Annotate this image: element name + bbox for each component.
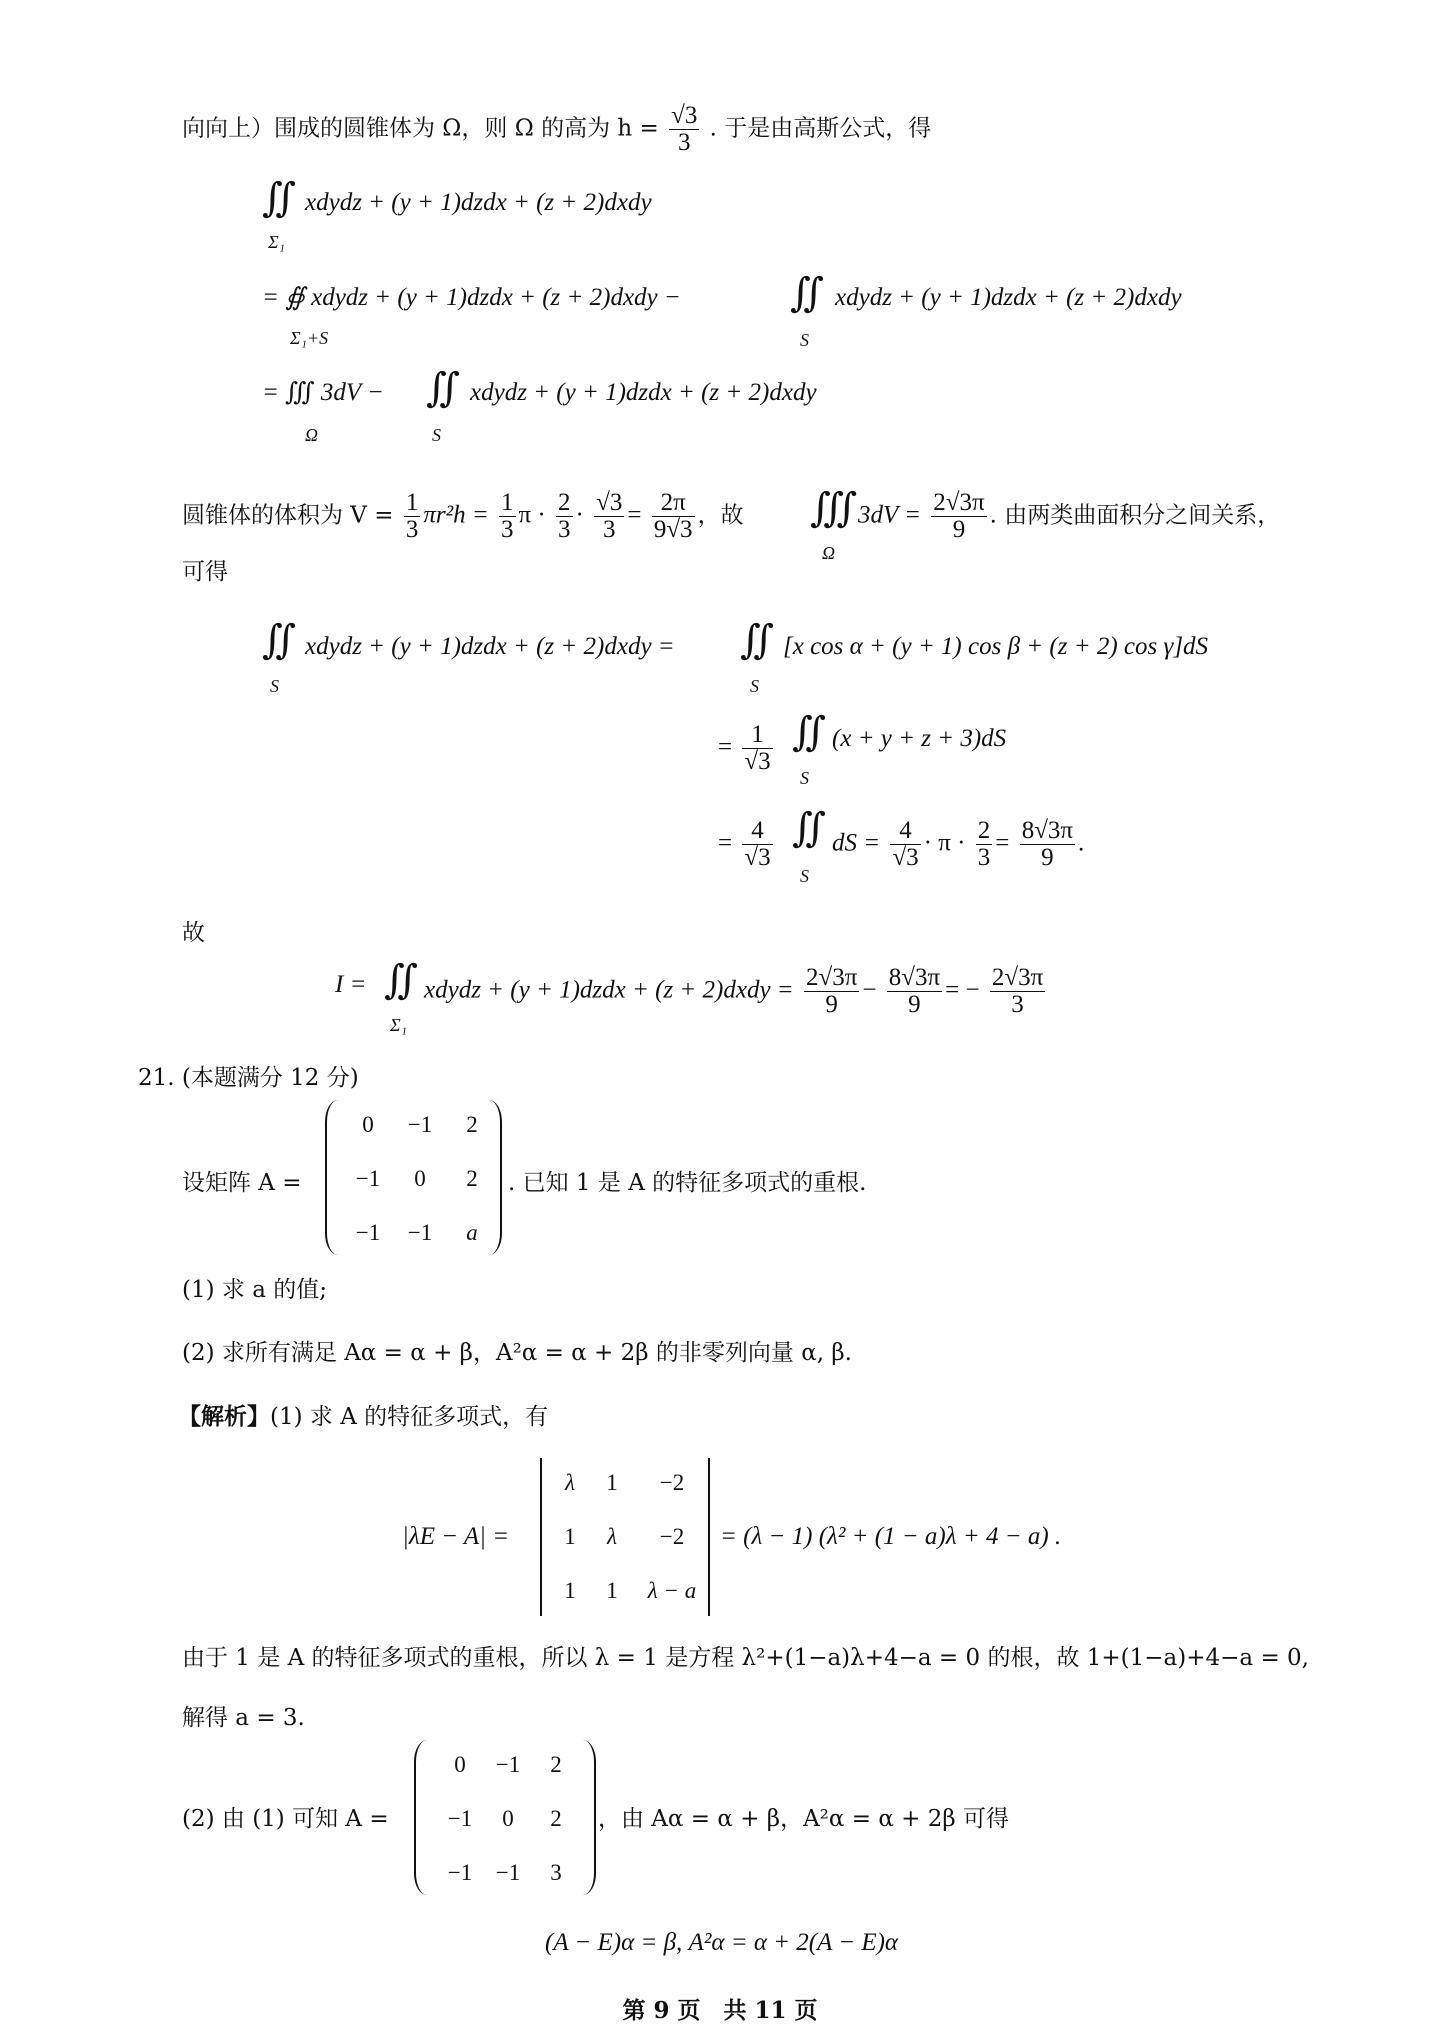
s3-line: = $\frac{4}{√3}$ [718, 817, 771, 871]
frac-num: √3 [596, 489, 623, 516]
det-lhs: |λE − A| = [402, 1523, 510, 1550]
s2-integrand: (x + y + z + 3)dS [832, 725, 1007, 752]
frac [890, 818, 920, 871]
intro-text: 向向上）围成的圆锥体为 Ω，则 Ω 的高为 h = [182, 115, 659, 142]
frac-den: 3 [501, 516, 514, 543]
frac-den: √3 [892, 844, 919, 871]
integral-sub: S [270, 676, 279, 696]
matrix-cell: −1 [355, 1166, 381, 1191]
integral-sub: Σ₁ [390, 1015, 407, 1035]
frac-num: 2√3π [991, 964, 1044, 991]
eq1-integrand: xdydz + (y + 1)dzdx + (z + 2)dxdy [305, 189, 652, 216]
frac [594, 490, 624, 543]
frac-num: 4 [742, 818, 772, 845]
frac [742, 722, 772, 775]
frac-sqrt3-over-3 [669, 103, 699, 156]
eq2-part2: xdydz + (y + 1)dzdx + (z + 2)dxdy [835, 284, 1182, 311]
frac-num: 8√3π [1021, 817, 1074, 844]
double-integral: ∬ [384, 957, 419, 1003]
frac [556, 490, 573, 543]
q21-part2: (2) 求所有满足 Aα = α + β，A²α = α + 2β 的非零列向量 α, β. [182, 1340, 852, 1366]
matrix-cell: −2 [659, 1470, 685, 1495]
volume-line-tail [858, 490, 1280, 543]
det-bar-right [708, 1458, 710, 1616]
frac-num: 4 [890, 818, 920, 845]
s2-line: = $\frac{1}{√3}$ [718, 721, 771, 775]
frac-den: √3 [744, 844, 771, 871]
frac [1020, 818, 1075, 871]
frac [990, 965, 1045, 1018]
matrix-cell: 2 [550, 1806, 562, 1831]
det-rhs: = (λ − 1) (λ² + (1 − a)λ + 4 − a) . [720, 1523, 1062, 1550]
q21-matrix-pre: 设矩阵 A = [182, 1170, 302, 1196]
frac [652, 490, 695, 543]
p2-post: ，由 Aα = α + β，A²α = α + 2β 可得 [598, 1806, 1009, 1832]
matrix-cell: −1 [447, 1806, 473, 1831]
eq3-part2: xdydz + (y + 1)dzdx + (z + 2)dxdy [470, 379, 817, 406]
double-integral: ∬ [790, 270, 825, 316]
s1-left: xdydz + (y + 1)dzdx + (z + 2)dxdy = [305, 633, 675, 660]
intro-line [182, 103, 931, 156]
triple-integral: ∭ [810, 485, 858, 531]
matrix-cell: −1 [407, 1220, 433, 1245]
matrix-cell: λ − a [647, 1578, 697, 1603]
frac-den: 9 [1041, 844, 1054, 871]
volume-text: 圆锥体的体积为 V = [182, 502, 394, 529]
intro-text-tail: . 于是由高斯公式，得 [709, 115, 932, 142]
double-integral: ∬ [426, 365, 461, 411]
matrix-cell: 3 [550, 1860, 562, 1885]
frac [804, 965, 859, 1018]
solve-line: 解得 a = 3. [182, 1705, 305, 1731]
double-integral: ∬ [740, 617, 775, 663]
double-integral: ∬ [262, 175, 297, 221]
frac-num: 2π [652, 490, 695, 517]
frac-num: 1 [501, 489, 514, 516]
integral-sub: Σ₁ [268, 232, 285, 252]
matrix-cell: −1 [495, 1860, 521, 1885]
frac-den: 3 [603, 516, 616, 543]
frac-den: 3 [1011, 991, 1024, 1018]
matrix-cell: 0 [362, 1112, 374, 1137]
matrix-cell: −1 [495, 1752, 521, 1777]
solution-line [178, 1402, 548, 1432]
double-integral: ∬ [792, 709, 827, 755]
matrix-cell: λ [565, 1470, 575, 1495]
double-integral: ∬ [792, 805, 827, 851]
matrix-cell: 1 [606, 1578, 618, 1603]
integral-sub: Ω [305, 425, 319, 445]
frac [976, 818, 993, 871]
s3-pi: · π · [923, 829, 966, 857]
s3-ds: dS = [832, 829, 881, 857]
frac-den: 9√3 [653, 516, 693, 543]
frac-den: 9 [908, 991, 921, 1018]
integral-sub: S [800, 866, 809, 886]
matrix-cell: 0 [502, 1806, 514, 1831]
integral-sub: S [432, 425, 441, 445]
integral-sub: S [750, 676, 759, 696]
I-eq: I = [335, 971, 367, 998]
frac [742, 818, 772, 871]
matrix-cell: 0 [414, 1166, 426, 1191]
frac-den: 9 [825, 991, 838, 1018]
gu-line: 故 [182, 920, 205, 946]
frac-num: √3 [671, 102, 698, 129]
I-line: xdydz + (y + 1)dzdx + (z + 2)dxdy = $\frac{2√3\pi}{9}$ − $\frac{8√3\pi}{9}$ = − $\frac{2√3\pi}{3}$ [424, 964, 1044, 1018]
s1-right: [x cos α + (y + 1) cos β + (z + 2) cos γ]dS [783, 633, 1209, 660]
final-equation: (A − E)α = β, A²α = α + 2(A − E)α [545, 1929, 899, 1956]
s3-line-tail: dS = $\frac{4}{√3}$ · π · $\frac{2}{3}$ = $\frac{8√3\pi}{9}$ . [832, 817, 1085, 871]
matrix-cell: a [466, 1220, 478, 1245]
integral-sub: S [800, 330, 809, 350]
kede-line: 可得 [182, 559, 228, 585]
matrix-cell: 0 [454, 1752, 466, 1777]
frac-num: 8√3π [888, 964, 941, 991]
volume-text: . 由两类曲面积分之间关系， [989, 502, 1281, 529]
frac-num: 2 [558, 489, 571, 516]
frac [404, 490, 421, 543]
volume-3dv: 3dV = [858, 501, 921, 529]
frac [931, 490, 986, 543]
p2-pre: (2) 由 (1) 可知 A = [182, 1806, 389, 1832]
q21-matrix-post: . 已知 1 是 A 的特征多项式的重根. [508, 1170, 867, 1196]
frac [887, 965, 942, 1018]
matrix-cell: −1 [355, 1220, 381, 1245]
frac [499, 490, 516, 543]
frac-den: 3 [977, 844, 991, 871]
eq3-part1: = ∭ 3dV − [262, 379, 384, 406]
frac-num: 2√3π [933, 489, 985, 516]
matrix-cell: −1 [447, 1860, 473, 1885]
solution-tag: 【解析】 [178, 1403, 270, 1430]
integral-sub: Σ₁+S [290, 328, 329, 348]
solution-text: (1) 求 A 的特征多项式，有 [270, 1404, 549, 1430]
matrix-cell: 1 [564, 1578, 576, 1603]
matrix-cell: 1 [564, 1524, 576, 1549]
eq2-part1: = ∯ xdydz + (y + 1)dzdx + (z + 2)dxdy − [262, 284, 681, 311]
matrix-cell: 2 [466, 1112, 478, 1137]
integral-sub: S [800, 768, 809, 788]
double-integral: ∬ [262, 617, 297, 663]
frac-num: 1 [405, 489, 419, 516]
frac-den: √3 [744, 748, 771, 775]
frac-num: 1 [742, 722, 772, 749]
I-integrand: xdydz + (y + 1)dzdx + (z + 2)dxdy = [424, 976, 794, 1004]
matrix-cell: 2 [466, 1166, 478, 1191]
root-line: 由于 1 是 A 的特征多项式的重根，所以 λ = 1 是方程 λ²+(1−a)λ+4−a = 0 的根，故 1+(1−a)+4−a = 0, [182, 1645, 1309, 1671]
frac-den: 3 [558, 516, 571, 543]
frac-num: 2√3π [805, 964, 858, 991]
integral-sub: Ω [822, 543, 836, 563]
question-21-header: 21. (本题满分 12 分) [138, 1065, 359, 1091]
volume-line: 圆锥体的体积为 V = $\frac{1}{3}$ πr²h = $\frac{1}{3}$ π · $\frac{2}{3}$ · $\frac{√3}{3}$ = $\frac{2\pi}{9√3}$ ，故 [182, 489, 744, 543]
matrix-cell: −2 [659, 1524, 685, 1549]
matrix-cell: λ [607, 1524, 617, 1549]
frac-den: 9 [952, 516, 966, 543]
matrix-cell: −1 [407, 1112, 433, 1137]
volume-text: ，故 [697, 502, 744, 529]
frac-den: 3 [677, 129, 691, 156]
frac-num: 2 [977, 817, 991, 844]
page-footer: 第 9 页 共 11 页 [622, 1997, 818, 2024]
matrix-cell: 1 [606, 1470, 618, 1495]
matrix-cell: 2 [550, 1752, 562, 1777]
q21-part1: (1) 求 a 的值; [182, 1277, 327, 1303]
volume-formula: πr²h = [423, 501, 489, 529]
frac-den: 3 [405, 516, 419, 543]
